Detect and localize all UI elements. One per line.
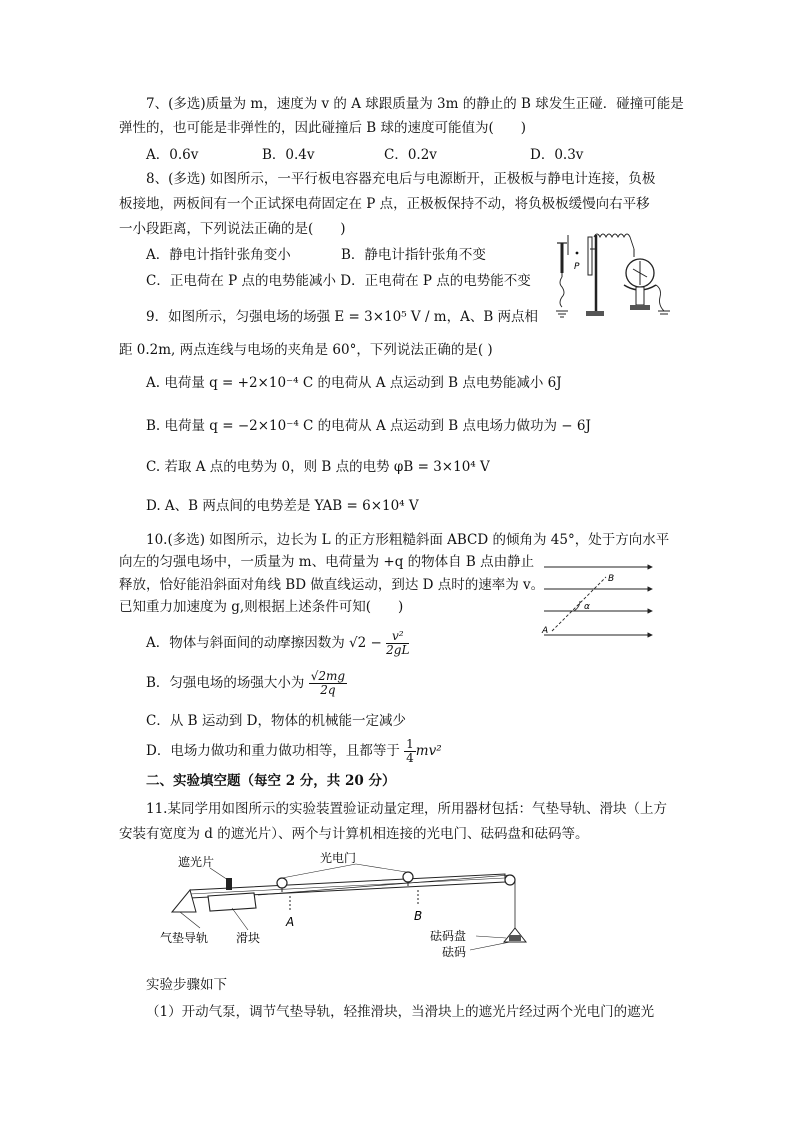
q8-option-b: B．静电计指针张角不变 (341, 247, 486, 263)
q9-line1: 9．如图所示，匀强电场的场强 E = 3×10⁵ V / m，A、B 两点相 (146, 309, 539, 325)
q10-option-b (146, 668, 347, 698)
label-gate: 光电门 (320, 851, 357, 865)
label-slider: 滑块 (236, 931, 261, 945)
q10-option-d (146, 736, 442, 766)
alpha-label: α (584, 602, 590, 612)
q11-steps-title: 实验步骤如下 (146, 977, 227, 993)
electric-field-incline-figure (540, 555, 660, 645)
q11-step1: （1）开动气泵，调节气垫导轨，轻推滑块，当滑块上的遮光片经过两个光电门的遮光 (146, 1004, 655, 1020)
label-rail: 气垫导轨 (160, 931, 209, 945)
q8-line2: 板接地，两板间有一个正试探电荷固定在 P 点，正极板保持不动，将负极板缓慢向右平移 (119, 196, 650, 212)
q11-line1: 11.某同学用如图所示的实验装置验证动量定理，所用器材包括：气垫导轨、滑块（上方 (146, 801, 667, 817)
q7-option-a: A．0.6v (146, 147, 199, 163)
q10-option-b-denominator: 2q (320, 683, 336, 697)
q10-option-d-suffix: mv² (415, 743, 442, 759)
q10-option-a-text: A．物体与斜面间的动摩擦因数为 (146, 635, 345, 651)
capacitor-electrometer-figure (540, 225, 680, 320)
q9-line2: 距 0.2m, 两点连线与电场的夹角是 60°，下列说法正确的是( ) (119, 342, 493, 358)
q10-option-d-denominator: 4 (406, 751, 414, 765)
q7-line1: 7、(多选)质量为 m，速度为 v 的 A 球跟质量为 3m 的静止的 B 球发生正碰．碰撞可能是 (146, 96, 684, 112)
q7-option-d: D．0.3v (530, 147, 584, 163)
q7-option-b: B．0.4v (262, 147, 315, 163)
q10-option-b-numerator: √2mg (310, 669, 346, 683)
label-pan: 砝码盘 (430, 929, 467, 943)
q10-line2: 向左的匀强电场中，一质量为 m、电荷量为 +q 的物体自 B 点由静止 (119, 554, 535, 570)
q10-line1: 10.(多选) 如图所示，边长为 L 的正方形粗糙斜面 ABCD 的倾角为 45°，处于方向水平 (146, 532, 670, 548)
q9-option-b: B. 电荷量 q = −2×10⁻⁴ C 的电荷从 A 点运动到 B 点电场力做功为 − 6J (146, 418, 591, 434)
q10-option-a-fraction (386, 630, 409, 657)
label-shade: 遮光片 (178, 855, 215, 869)
q10-option-a (146, 628, 409, 658)
q8-option-a: A．静电计指针张角变小 (146, 247, 291, 263)
q10-option-a-numerator: v² (386, 630, 409, 644)
p-label: P (574, 262, 580, 272)
q10-option-d-numerator: 1 (406, 737, 414, 751)
q10-line4: 已知重力加速度为 g,则根据上述条件可知( ) (119, 599, 404, 615)
q9-option-d: D. A、B 两点间的电势差是 YAB = 6×10⁴ V (146, 498, 419, 514)
q8-option-cd: C．正电荷在 P 点的电势能减小 D．正电荷在 P 点的电势能不变 (146, 273, 531, 289)
q10-option-b-text: B．匀强电场的场强大小为 (146, 675, 305, 691)
q10-option-d-fraction (404, 738, 416, 765)
label-weight: 砝码 (442, 945, 467, 959)
q10-option-c: C．从 B 运动到 D，物体的机械能一定减少 (146, 713, 406, 729)
q10-option-d-text: D．电场力做功和重力做功相等，且都等于 (146, 743, 400, 759)
q10-option-b-fraction (309, 670, 347, 697)
q7-line2: 弹性的，也可能是非弹性的，因此碰撞后 B 球的速度可能值为( ) (119, 120, 527, 136)
q10-option-a-denominator: 2gL (386, 643, 410, 657)
q8-line1: 8、(多选) 如图所示，一平行板电容器充电后与电源断开，正极板与静电计连接，负极 (146, 171, 656, 187)
label-point-a: A (286, 915, 295, 929)
q8-line3: 一小段距离，下列说法正确的是( ) (119, 221, 346, 237)
q9-option-c: C. 若取 A 点的电势为 0，则 B 点的电势 φB = 3×10⁴ V (146, 459, 490, 475)
point-b-label: B (608, 574, 615, 584)
air-track-figure (160, 850, 540, 965)
q10-option-a-root: √2 − (349, 635, 382, 651)
section-2-heading: 二、实验填空题（每空 2 分，共 20 分） (146, 773, 396, 789)
q7-option-c: C．0.2v (384, 147, 437, 163)
point-a-label: A (542, 626, 549, 636)
q9-option-a: A. 电荷量 q = +2×10⁻⁴ C 的电荷从 A 点运动到 B 点电势能减小 6J (146, 375, 562, 391)
q11-line2: 安装有宽度为 d 的遮光片）、两个与计算机相连接的光电门、砝码盘和砝码等。 (119, 826, 589, 842)
q10-line3: 释放，恰好能沿斜面对角线 BD 做直线运动，到达 D 点时的速率为 v。 (119, 577, 545, 593)
label-point-b: B (414, 909, 423, 923)
